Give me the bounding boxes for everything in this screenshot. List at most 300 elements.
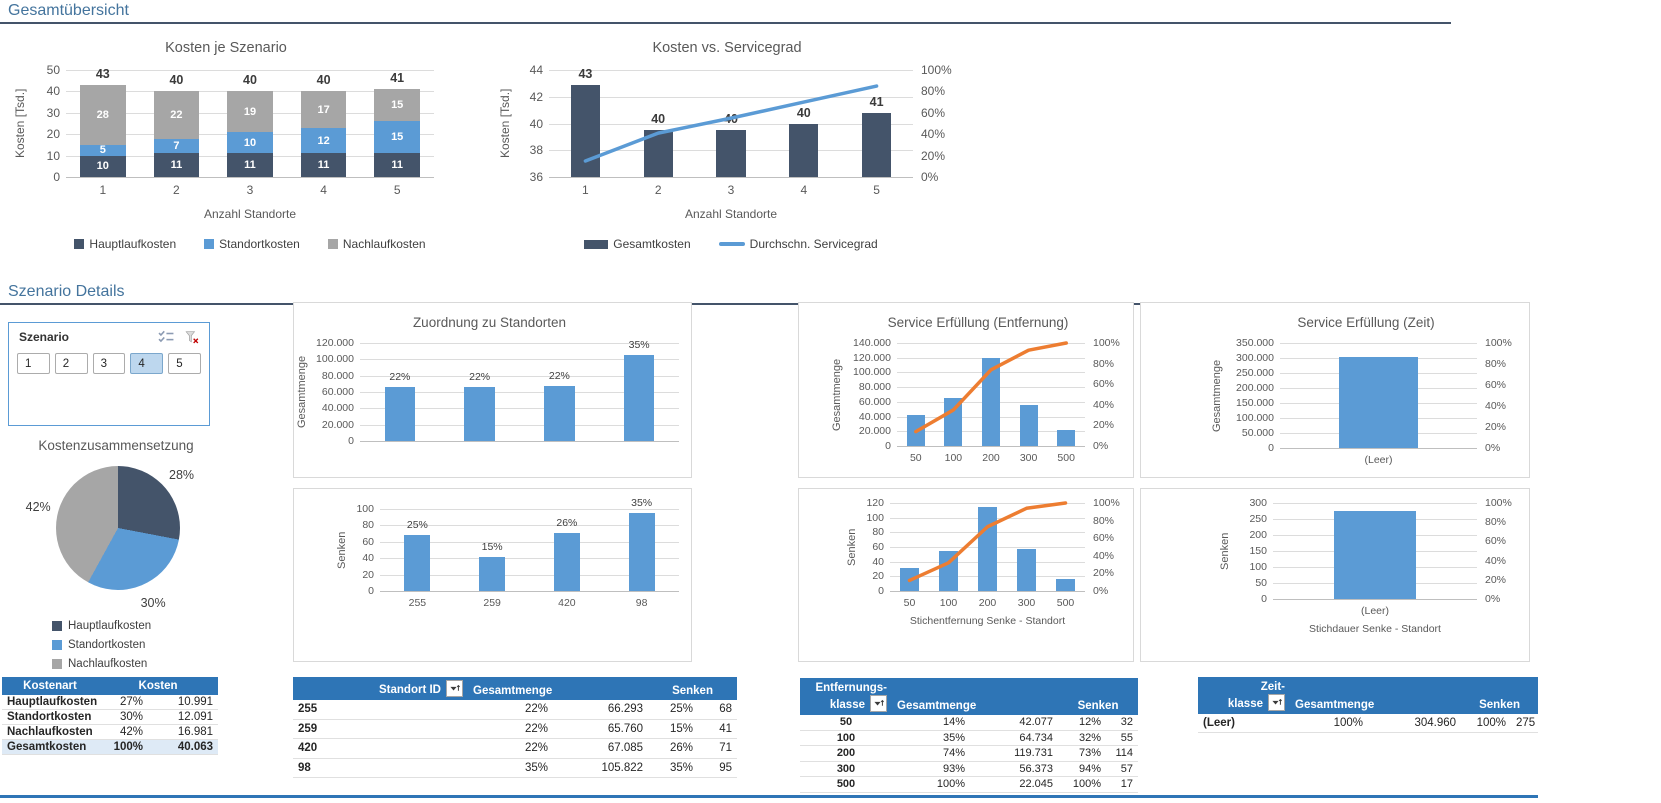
bar-segment-label: 7 [173, 139, 180, 152]
bar-segment [80, 85, 126, 145]
legend-swatch [74, 239, 84, 249]
header-label-text: Entfernungs- [815, 682, 887, 694]
slicer-button-3[interactable]: 3 [93, 353, 126, 374]
y2-tick-label: 100% [1485, 497, 1512, 509]
y-tick-label: 80 [362, 519, 374, 532]
cell-value: 15% [648, 719, 698, 739]
y-tick-label: 250.000 [1236, 367, 1274, 379]
cell-value: 35% [648, 758, 698, 778]
bar [554, 533, 580, 591]
x-axis-label: Anzahl Standorte [684, 207, 778, 221]
secondary-axis [1477, 337, 1523, 454]
axis-spacer [679, 509, 685, 591]
bar [544, 386, 574, 441]
y-tick-label: 120.000 [316, 337, 354, 349]
y-tick-label: 300.000 [1236, 352, 1274, 364]
header-row [1198, 677, 1538, 714]
chart-entfernung-senken [799, 489, 1133, 627]
legend-item [204, 237, 300, 251]
gridline [360, 441, 679, 442]
table-standorte [293, 677, 737, 778]
bar-segment-label: 22 [170, 108, 183, 121]
bar-total-label: 41 [390, 71, 405, 86]
secondary-axis [913, 63, 957, 184]
panel-zeit-menge [1140, 302, 1530, 478]
column-header-kostenart: Kostenart [2, 677, 98, 695]
y-tick-label: 20.000 [321, 418, 354, 431]
y-tick-label: 80.000 [321, 369, 354, 382]
column-header-label [293, 677, 468, 700]
y2-tick-label: 60% [1093, 378, 1115, 391]
sort-filter-icon[interactable] [1268, 694, 1285, 711]
sort-filter-icon[interactable] [870, 695, 887, 712]
data-table [2, 677, 218, 755]
x-tick-label: 500 [1057, 452, 1075, 464]
secondary-axis [1477, 497, 1523, 605]
y2-tick-label: 20% [921, 148, 946, 163]
y-tick-label: 100 [1249, 561, 1267, 573]
slicer-header [9, 323, 209, 349]
slicer-button-1[interactable]: 1 [17, 353, 50, 374]
cell-value: 95 [698, 758, 737, 778]
row-label: 500 [800, 777, 892, 793]
bar-total-label: 40 [316, 73, 331, 88]
cell-value: 35% [468, 758, 553, 778]
legend-label: Durchschn. Servicegrad [749, 237, 878, 251]
table-row [800, 715, 1138, 730]
panel-entfernung-menge [798, 302, 1134, 478]
x-axis-label: Anzahl Standorte [203, 207, 297, 221]
bar-label: 40 [796, 105, 811, 120]
y2-tick-label: 0% [921, 170, 939, 184]
y2-tick-label: 40% [1093, 398, 1115, 411]
clear-filter-icon[interactable] [183, 329, 201, 345]
plot-area [1273, 503, 1477, 635]
bar-segment-label: 15 [391, 99, 404, 112]
legend-item [328, 237, 426, 251]
x-tick-label: 1 [99, 183, 107, 197]
legend-swatch [52, 640, 62, 650]
gridline [890, 591, 1085, 592]
bar-label: 22% [389, 370, 411, 383]
y2-tick-label: 60% [921, 105, 946, 120]
x-tick-label: 300 [1019, 452, 1038, 464]
header-row [2, 677, 218, 695]
gridline [1280, 448, 1477, 449]
cell-value: 26% [648, 739, 698, 759]
chart-title: Kosten je Szenario [165, 40, 287, 56]
y2-tick-label: 0% [1485, 593, 1501, 605]
chart-kosten-vs-servicegrad [497, 34, 957, 251]
bar-segment [301, 153, 347, 177]
slicer-button-5[interactable]: 5 [168, 353, 201, 374]
chart-body [294, 337, 685, 447]
cell-value: 105.822 [553, 758, 648, 778]
chart-legend [12, 237, 440, 251]
bar-label: 35% [631, 497, 653, 510]
cell-pct: 27% [98, 695, 148, 710]
y-tick-label: 60 [872, 541, 884, 553]
bar-segment [80, 145, 126, 156]
cell-value: 119.731 [970, 746, 1058, 762]
row-label: 100 [800, 730, 892, 746]
y2-tick-label: 20% [1093, 567, 1115, 580]
bar-segment [301, 128, 347, 154]
bar-segment [80, 156, 126, 177]
bar-label: 40 [651, 112, 666, 127]
data-table [800, 678, 1138, 793]
gridline [1273, 599, 1477, 600]
cell-value: 304.960 [1368, 714, 1461, 733]
chart-title: Service Erfüllung (Entfernung) [887, 315, 1069, 330]
bar-segment-label: 28 [96, 108, 109, 121]
legend-label: Hauptlaufkosten [89, 237, 177, 251]
data-table [1198, 677, 1538, 733]
x-tick-label: 5 [873, 183, 880, 197]
chart-kostenzusammensetzung [25, 466, 195, 610]
bar-label: 22% [548, 370, 570, 383]
cell-value: 71 [698, 739, 737, 759]
bar [301, 91, 347, 177]
bar [1334, 511, 1416, 599]
table-row [293, 758, 737, 778]
bar-total-label: 43 [95, 66, 110, 81]
y-tick-label: 140.000 [853, 337, 891, 349]
table-row [2, 695, 218, 710]
y-axis-label: Kosten [Tsd.] [13, 88, 27, 159]
column-header-gesamtmenge: Gesamtmenge [892, 678, 1058, 715]
y-tick-label: 250 [1249, 513, 1267, 525]
slicer-button-2[interactable]: 2 [55, 353, 88, 374]
header-label-text: Zeit- [1260, 681, 1285, 693]
data-table [293, 677, 737, 778]
cell-value: 100% [1290, 714, 1368, 733]
y-tick-label: 80 [872, 526, 884, 539]
cell-value: 12% [1058, 715, 1106, 730]
x-tick-label: 259 [483, 597, 501, 609]
column-header-senken: Senken [1461, 677, 1538, 714]
legend-item [74, 237, 176, 251]
y-axis [1225, 337, 1280, 454]
bar-segment [374, 89, 420, 121]
table-row [800, 730, 1138, 746]
y-tick-label: 60.000 [321, 386, 354, 398]
chart-zuordnung-senken [294, 489, 691, 609]
row-label: 300 [800, 761, 892, 777]
x-tick-label: 200 [982, 452, 1000, 464]
y2-tick-label: 40% [1485, 554, 1507, 567]
cell-value: 74% [892, 746, 970, 762]
y-axis-label: Senken [336, 531, 348, 569]
cell-pct: 30% [98, 710, 148, 725]
x-tick-label: 3 [727, 183, 735, 197]
gridline [380, 509, 679, 510]
header-label-line [805, 681, 887, 695]
legend-swatch [52, 621, 62, 631]
legend-label: Gesamtkosten [613, 237, 691, 251]
y2-tick-label: 80% [1485, 516, 1507, 529]
y-axis [845, 337, 897, 452]
y-tick-label: 60 [362, 535, 374, 548]
row-label: Gesamtkosten [2, 740, 98, 755]
table-row [800, 761, 1138, 777]
y-axis [513, 63, 549, 184]
y2-tick-label: 80% [1093, 357, 1115, 370]
bar [1339, 357, 1418, 448]
x-tick-label: 2 [654, 183, 662, 197]
y-tick-label: 100.000 [1236, 412, 1274, 424]
cell-value: 56.373 [970, 761, 1058, 777]
pie-legend [52, 616, 151, 673]
y-tick-label: 100.000 [316, 353, 354, 366]
cell-value: 100% [892, 777, 970, 793]
cell-value: 25% [648, 700, 698, 719]
y-tick-label: 100.000 [853, 366, 891, 379]
pie-chart [25, 466, 195, 610]
axis-spacer [434, 70, 440, 177]
cell-value: 40.063 [148, 740, 218, 755]
row-label: 420 [293, 739, 468, 759]
section-title-overview: Gesamtübersicht [8, 2, 129, 19]
cell-value: 100% [1058, 777, 1106, 793]
pie-title: Kostenzusammensetzung [38, 438, 194, 453]
multiselect-icon[interactable] [157, 329, 175, 345]
y-axis-label: Kosten [Tsd.] [498, 88, 512, 159]
y-axis-label: Senken [1219, 532, 1231, 570]
y2-tick-label: 100% [1485, 337, 1512, 349]
pie-slice-label: 42% [25, 500, 51, 515]
plot-area [66, 66, 434, 221]
y-axis-label: Gesamtmenge [831, 358, 843, 431]
chart-legend [497, 237, 957, 251]
x-tick-label: 100 [939, 597, 958, 609]
bar [479, 557, 505, 591]
cell-value: 42.077 [970, 715, 1058, 730]
line-series [549, 70, 913, 177]
y2-tick-label: 100% [1093, 337, 1120, 349]
table-entfernung [800, 678, 1138, 793]
y-tick-label: 120.000 [853, 351, 891, 364]
y2-tick-label: 40% [921, 127, 946, 142]
legend-item [52, 616, 151, 635]
bar-total-label: 40 [243, 73, 257, 88]
bar-segment [374, 153, 420, 177]
section-title-details: Szenario Details [8, 283, 125, 300]
y-axis [310, 337, 360, 447]
y-tick-label: 120 [866, 497, 884, 509]
y2-tick-label: 40% [1485, 400, 1507, 412]
bar-label: 15% [481, 541, 503, 554]
y-tick-label: 40 [362, 552, 374, 565]
table-row [800, 746, 1138, 762]
axis-spacer [679, 343, 685, 441]
y-axis-label: Gesamtmenge [296, 355, 308, 429]
legend-label: Nachlaufkosten [342, 237, 426, 251]
bar [374, 89, 420, 177]
bar-segment [227, 153, 273, 177]
legend-swatch [719, 242, 745, 246]
y-tick-label: 0 [1268, 442, 1274, 454]
row-label: Standortkosten [2, 710, 98, 725]
cell-value: 68 [698, 700, 737, 719]
y-tick-label: 38 [529, 143, 543, 158]
legend-item [584, 237, 690, 251]
y-tick-label: 20 [872, 570, 884, 583]
column-header-senken: Senken [648, 677, 737, 700]
bar [154, 91, 200, 177]
legend-label: Hauptlaufkosten [68, 619, 152, 632]
table-zeit [1198, 677, 1538, 733]
header-label-lines [298, 680, 463, 697]
chart-title: Zuordnung zu Standorten [412, 315, 567, 330]
cell-value: 32% [1058, 730, 1106, 746]
y-tick-label: 20 [46, 127, 60, 142]
x-tick-label: 300 [1017, 597, 1036, 609]
chart-zeit-senken [1141, 489, 1529, 635]
y-axis [350, 503, 380, 597]
bar [227, 91, 273, 177]
x-axis-label: Stichdauer Senke - Standort [1309, 623, 1441, 635]
y2-tick-label: 20% [1485, 573, 1507, 586]
chart-body [12, 63, 440, 221]
y-tick-label: 50 [46, 63, 60, 77]
legend-swatch [328, 239, 338, 249]
x-tick-label: 100 [944, 452, 963, 464]
bar-label: 41 [869, 94, 884, 109]
table-row [293, 719, 737, 739]
table-row [2, 710, 218, 725]
header-label-text: klasse [829, 699, 865, 711]
y2-tick-label: 80% [921, 84, 946, 99]
column-header-senken: Senken [1058, 678, 1138, 715]
chart-title: Service Erfüllung (Zeit) [1297, 315, 1435, 330]
chart-body [497, 63, 957, 221]
x-tick-label: 4 [320, 183, 327, 197]
bar-label: 43 [578, 67, 593, 82]
plot-area [1280, 343, 1477, 466]
y2-tick-label: 40% [1093, 549, 1115, 562]
column-header-gesamtmenge: Gesamtmenge [468, 677, 648, 700]
slicer-title: Szenario [19, 330, 70, 344]
bar-segment [154, 139, 200, 154]
gridline [1280, 343, 1477, 344]
column-header-kosten: Kosten [98, 677, 218, 695]
cell-value: 64.734 [970, 730, 1058, 746]
cell-value: 55 [1106, 730, 1138, 746]
y2-tick-label: 0% [1485, 442, 1501, 454]
chart-kosten-je-szenario [12, 34, 440, 251]
bar-segment-label: 5 [99, 144, 106, 156]
line-series [890, 503, 1085, 591]
bar [80, 85, 126, 177]
y2-tick-label: 0% [1093, 440, 1109, 452]
y-axis [1233, 497, 1273, 605]
chart-body [829, 337, 1127, 464]
plot-area [897, 343, 1085, 464]
bar-segment [154, 91, 200, 138]
panel-entfernung-senken [798, 488, 1134, 662]
cell-value: 16.981 [148, 725, 218, 740]
sort-filter-icon[interactable] [446, 680, 463, 697]
plot-area [549, 67, 913, 221]
secondary-axis [1085, 337, 1127, 452]
cell-value: 66.293 [553, 700, 648, 719]
panel-zeit-senken [1140, 488, 1530, 662]
legend-swatch [204, 239, 214, 249]
header-label-lines [1203, 680, 1285, 711]
cell-value: 94% [1058, 761, 1106, 777]
gridline [549, 177, 913, 178]
bar-segment-label: 11 [391, 159, 403, 172]
cell-value: 14% [892, 715, 970, 730]
pie-slice-label: 30% [140, 595, 166, 610]
cell-value: 22% [468, 700, 553, 719]
slicer-items [9, 349, 209, 378]
row-label: 255 [293, 700, 468, 719]
bar-label: 35% [628, 338, 650, 351]
y-tick-label: 40 [529, 116, 543, 131]
pie-slice-label: 28% [169, 468, 195, 483]
header-label-line [1203, 680, 1285, 694]
column-header-label [1198, 677, 1290, 714]
y2-tick-label: 80% [1485, 358, 1507, 370]
y-tick-label: 40.000 [321, 402, 354, 415]
row-label: 50 [800, 715, 892, 730]
y-tick-label: 200.000 [1236, 382, 1274, 394]
y-tick-label: 200 [1249, 529, 1267, 541]
slicer-button-4[interactable]: 4 [130, 353, 163, 374]
cell-value: 275 [1511, 714, 1538, 733]
row-label: 200 [800, 746, 892, 762]
bar-segment-label: 17 [317, 103, 330, 116]
y-tick-label: 100 [866, 511, 884, 524]
panel-zuordnung-senken [293, 488, 692, 662]
header-label-lines [805, 681, 887, 712]
table-row [293, 700, 737, 719]
x-tick-label: 2 [173, 183, 180, 197]
y-tick-label: 50 [1255, 577, 1267, 589]
chart-body [1209, 337, 1523, 466]
y-tick-label: 36 [529, 170, 543, 184]
plot-area [890, 503, 1085, 627]
bar-label: 25% [406, 519, 428, 532]
bar [464, 387, 494, 441]
y2-tick-label: 100% [921, 63, 952, 77]
gridline [897, 446, 1085, 447]
y-tick-label: 40 [872, 555, 884, 568]
cell-value: 10.991 [148, 695, 218, 710]
bar-segment-label: 11 [317, 159, 330, 172]
x-axis-label: Stichentfernung Senke - Standort [909, 615, 1066, 627]
x-tick-label: 50 [903, 597, 916, 609]
chart-title: Kosten vs. Servicegrad [652, 40, 802, 56]
table-row [800, 777, 1138, 793]
x-tick-label: 1 [582, 183, 589, 197]
cell-value: 32 [1106, 715, 1138, 730]
x-tick-label: (Leer) [1364, 454, 1393, 466]
gridline [1273, 503, 1477, 504]
legend-label: Standortkosten [219, 237, 300, 251]
y-tick-label: 44 [529, 63, 543, 77]
x-tick-label: (Leer) [1360, 605, 1390, 617]
cell-value: 67.085 [553, 739, 648, 759]
y-axis-label: Senken [846, 528, 858, 566]
y2-tick-label: 60% [1485, 379, 1507, 391]
column-header-label [800, 678, 892, 715]
y-tick-label: 80.000 [858, 381, 891, 394]
x-tick-label: 5 [393, 183, 401, 197]
legend-item [52, 654, 151, 673]
